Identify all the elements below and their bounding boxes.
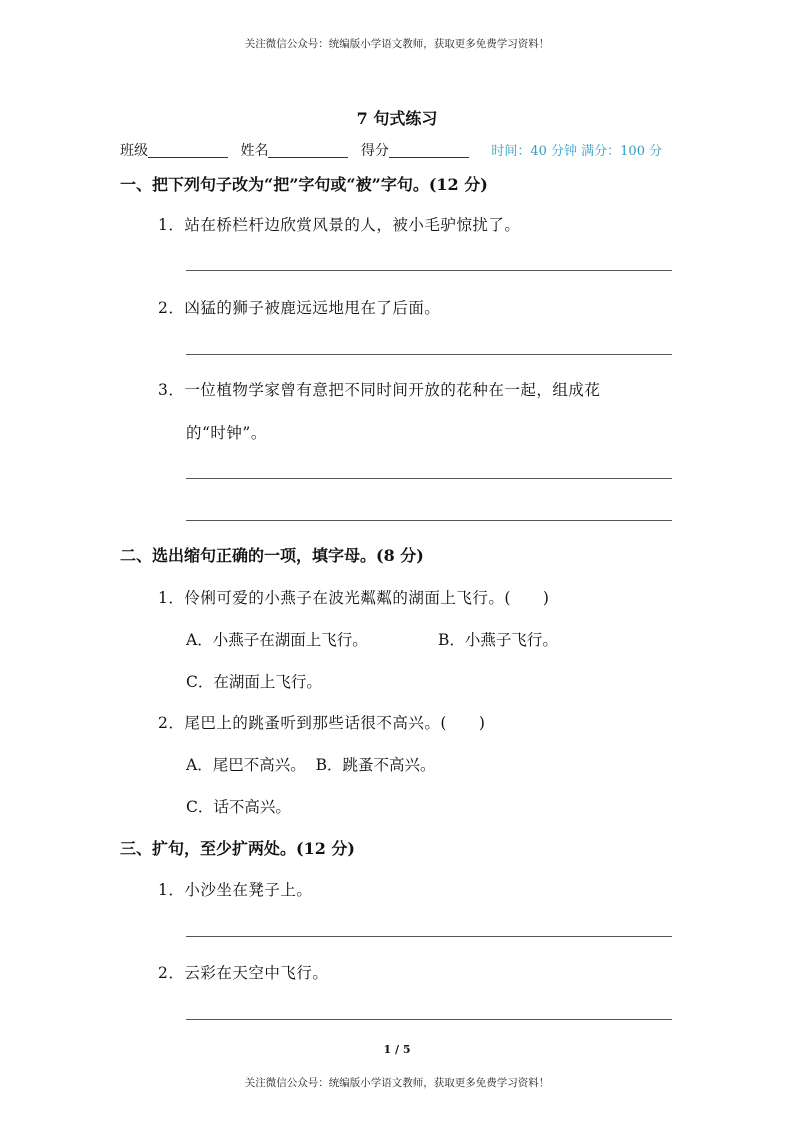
score-blank[interactable] (389, 143, 469, 158)
answer-line[interactable] (186, 1019, 672, 1020)
answer-line[interactable] (186, 270, 672, 271)
page-number: 1 / 5 (383, 1043, 411, 1056)
answer-line[interactable] (186, 936, 672, 937)
option-c: C．话不高兴。 (186, 798, 291, 816)
name-label: 姓名 (240, 143, 269, 159)
page-header: 关注微信公众号：统编版小学语文教师，获取更多免费学习资料！ (244, 38, 550, 50)
answer-line[interactable] (186, 354, 672, 355)
section-3-heading: 三、扩句，至少扩两处。(12 分) (120, 839, 355, 858)
class-label: 班级 (120, 143, 148, 159)
s3-question-2: 2．云彩在天空中飞行。 (158, 964, 329, 982)
s1-question-1: 1．站在桥栏杆边欣赏风景的人，被小毛驴惊扰了。 (158, 216, 521, 234)
option-b: B．小燕子飞行。 (438, 631, 558, 649)
s1-question-3-cont: 的“时钟”。 (186, 424, 267, 442)
s1-question-2: 2．凶猛的狮子被鹿远远地甩在了后面。 (158, 299, 441, 317)
section-1-heading: 一、把下列句子改为“把”字句或“被”字句。(12 分) (120, 175, 488, 194)
option-a: A．小燕子在湖面上飞行。 (186, 631, 368, 649)
score-label: 得分 (360, 143, 389, 159)
student-info-row (120, 140, 680, 160)
name-blank[interactable] (268, 143, 348, 158)
page-title: 7 句式练习 (356, 109, 438, 128)
page-footer: 关注微信公众号：统编版小学语文教师，获取更多免费学习资料！ (244, 1077, 550, 1089)
s2-question-2: 2．尾巴上的跳蚤听到那些话很不高兴。( ) (158, 714, 486, 732)
s3-question-1: 1．小沙坐在凳子上。 (158, 881, 313, 899)
options-row (186, 753, 435, 775)
s1-question-3: 3．一位植物学家曾有意把不同时间开放的花种在一起，组成花 (158, 381, 601, 399)
class-blank[interactable] (148, 143, 228, 158)
s2-question-1: 1．伶俐可爱的小燕子在波光粼粼的湖面上飞行。( ) (158, 589, 550, 607)
section-2-heading: 二、选出缩句正确的一项，填字母。(8 分) (120, 546, 424, 565)
time-score-info: 时间：40 分钟 满分：100 分 (491, 144, 663, 159)
option-b: B．跳蚤不高兴。 (315, 756, 436, 774)
answer-line[interactable] (186, 520, 672, 521)
answer-line[interactable] (186, 478, 672, 479)
option-c: C．在湖面上飞行。 (186, 673, 322, 691)
option-a: A．尾巴不高兴。 (186, 756, 306, 774)
